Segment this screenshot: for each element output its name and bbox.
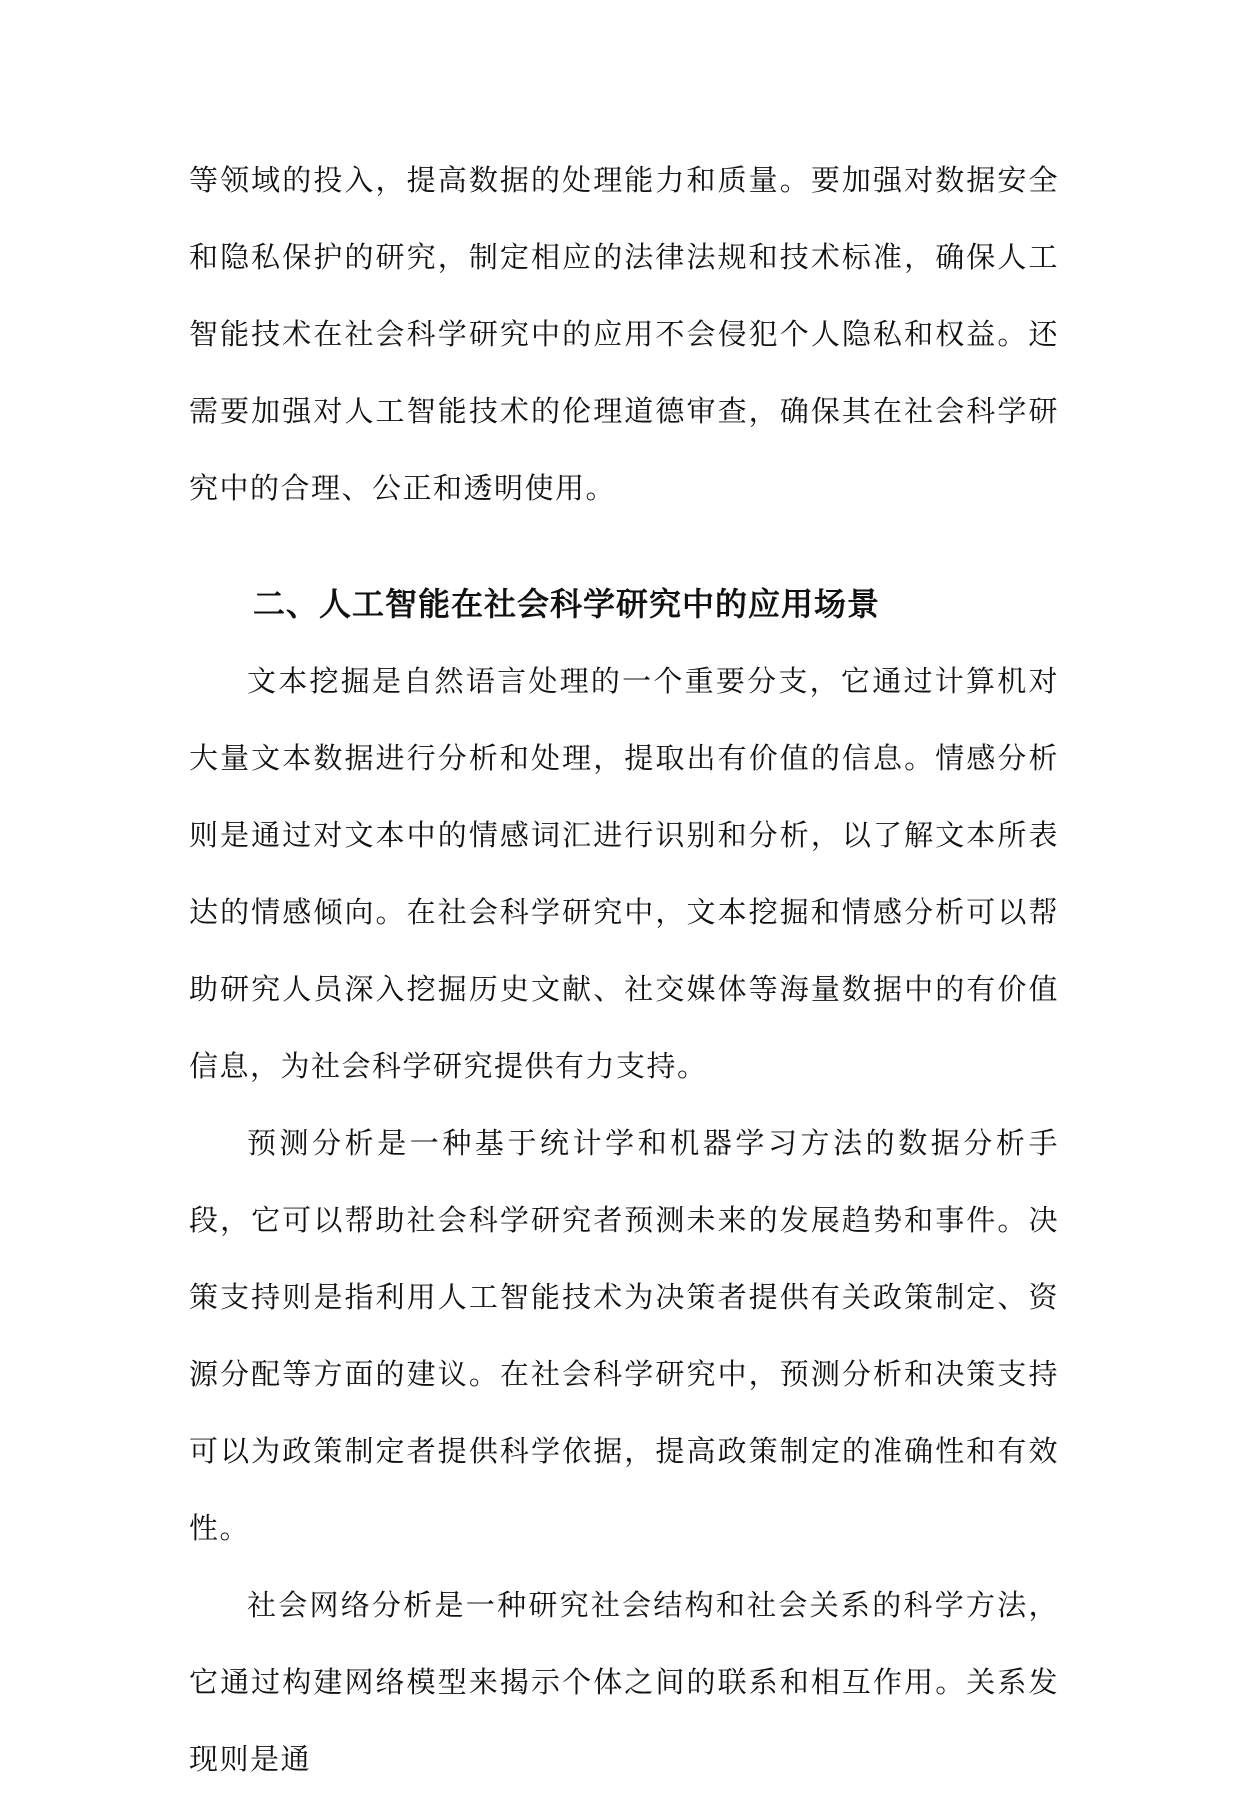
paragraph-text-mining: 文本挖掘是自然语言处理的一个重要分支，它通过计算机对大量文本数据进行分析和处理，提取出有价值的信息。情感分析则是通过对文本中的情感词汇进行识别和分析，以了解文本所表达的情感倾向。在社会科学研究中，文本挖掘和情感分析可以帮助研究人员深入挖掘历史文献、社交媒体等海量数据中的有价值信息，为社会科学研究提供有力支持。 [189, 664, 1059, 1083]
document-body [189, 142, 1059, 1798]
section-heading: 二、人工智能在社会科学研究中的应用场景 [253, 585, 881, 623]
paragraph-continuation: 等领域的投入，提高数据的处理能力和质量。要加强对数据安全和隐私保护的研究，制定相应的法律法规和技术标准，确保人工智能技术在社会科学研究中的应用不会侵犯个人隐私和权益。还需要加强对人工智能技术的伦理道德审查，确保其在社会科学研究中的合理、公正和透明使用。 [189, 163, 1059, 505]
paragraph-social-network: 社会网络分析是一种研究社会结构和社会关系的科学方法，它通过构建网络模型来揭示个体之间的联系和相互作用。关系发现则是通 [189, 1588, 1059, 1776]
paragraph-prediction: 预测分析是一种基于统计学和机器学习方法的数据分析手段，它可以帮助社会科学研究者预测未来的发展趋势和事件。决策支持则是指利用人工智能技术为决策者提供有关政策制定、资源分配等方面的建议。在社会科学研究中，预测分析和决策支持可以为政策制定者提供科学依据，提高政策制定的准确性和有效性。 [189, 1126, 1059, 1545]
